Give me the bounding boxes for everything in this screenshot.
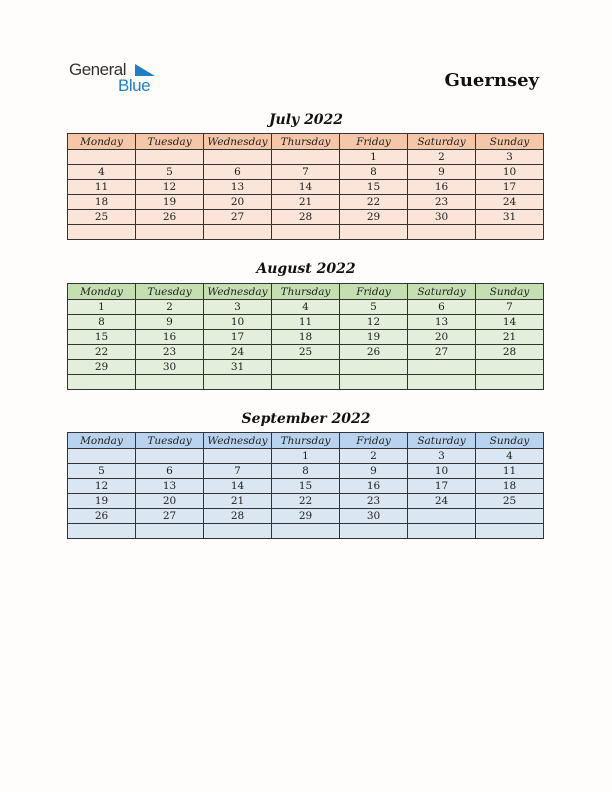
day-cell: 12 (136, 180, 204, 195)
week-row (68, 509, 544, 524)
day-cell: 26 (136, 210, 204, 225)
day-cell (68, 225, 136, 240)
weekday-header: Thursday (272, 134, 340, 150)
day-cell: 1 (340, 150, 408, 165)
day-cell: 16 (136, 330, 204, 345)
week-row (68, 315, 544, 330)
weekday-header: Saturday (408, 433, 476, 449)
day-cell: 15 (68, 330, 136, 345)
day-cell (272, 524, 340, 539)
weekday-header: Sunday (476, 284, 544, 300)
day-cell: 6 (136, 464, 204, 479)
weekday-header: Saturday (408, 134, 476, 150)
day-cell (68, 524, 136, 539)
day-cell: 30 (340, 509, 408, 524)
day-cell (272, 375, 340, 390)
day-cell: 27 (136, 509, 204, 524)
day-cell: 21 (204, 494, 272, 509)
day-cell: 22 (340, 195, 408, 210)
day-cell: 8 (272, 464, 340, 479)
weekday-header: Sunday (476, 134, 544, 150)
day-cell: 15 (340, 180, 408, 195)
month-title-september: September 2022 (241, 411, 371, 427)
week-row (68, 150, 544, 165)
day-cell: 30 (408, 210, 476, 225)
logo-flag-icon (135, 63, 155, 77)
day-cell: 12 (340, 315, 408, 330)
day-cell: 21 (476, 330, 544, 345)
month-title-july: July 2022 (268, 112, 344, 128)
day-cell: 20 (204, 195, 272, 210)
day-cell (272, 150, 340, 165)
day-cell: 25 (272, 345, 340, 360)
day-cell (204, 375, 272, 390)
day-cell: 19 (68, 494, 136, 509)
day-cell: 28 (476, 345, 544, 360)
day-cell: 8 (340, 165, 408, 180)
day-cell (136, 524, 204, 539)
day-cell: 27 (204, 210, 272, 225)
day-cell: 13 (408, 315, 476, 330)
week-row (68, 524, 544, 539)
week-row (68, 300, 544, 315)
day-cell (340, 375, 408, 390)
day-cell: 14 (272, 180, 340, 195)
week-row (68, 360, 544, 375)
day-cell: 3 (408, 449, 476, 464)
day-cell (476, 225, 544, 240)
week-row (68, 165, 544, 180)
weekday-header: Friday (340, 433, 408, 449)
day-cell: 11 (272, 315, 340, 330)
week-row (68, 494, 544, 509)
weekday-header: Wednesday (204, 134, 272, 150)
day-cell (136, 150, 204, 165)
weekday-header-row (68, 134, 544, 150)
month-title-august: August 2022 (256, 261, 356, 277)
day-cell: 17 (408, 479, 476, 494)
day-cell: 23 (408, 195, 476, 210)
day-cell: 23 (136, 345, 204, 360)
day-cell (136, 449, 204, 464)
weekday-header: Friday (340, 284, 408, 300)
logo (69, 60, 169, 96)
day-cell: 9 (340, 464, 408, 479)
weekday-header: Tuesday (136, 284, 204, 300)
day-cell (68, 375, 136, 390)
weekday-header: Friday (340, 134, 408, 150)
day-cell (136, 225, 204, 240)
day-cell: 20 (136, 494, 204, 509)
day-cell: 24 (408, 494, 476, 509)
day-cell: 3 (204, 300, 272, 315)
day-cell: 14 (204, 479, 272, 494)
logo-text-general: General (69, 60, 126, 79)
logo-text-blue: Blue (118, 76, 151, 95)
calendar-september (67, 432, 544, 539)
day-cell (476, 360, 544, 375)
weekday-header: Wednesday (204, 433, 272, 449)
weekday-header: Wednesday (204, 284, 272, 300)
day-cell (340, 524, 408, 539)
day-cell: 24 (204, 345, 272, 360)
day-cell (340, 225, 408, 240)
week-row (68, 449, 544, 464)
day-cell: 4 (272, 300, 340, 315)
day-cell: 4 (476, 449, 544, 464)
weekday-header: Saturday (408, 284, 476, 300)
day-cell: 2 (136, 300, 204, 315)
calendar-august (67, 283, 544, 390)
weekday-header-row (68, 284, 544, 300)
day-cell: 16 (340, 479, 408, 494)
day-cell: 5 (340, 300, 408, 315)
week-row (68, 195, 544, 210)
day-cell (204, 524, 272, 539)
day-cell: 22 (68, 345, 136, 360)
day-cell: 11 (68, 180, 136, 195)
day-cell: 1 (68, 300, 136, 315)
week-row (68, 210, 544, 225)
day-cell: 10 (476, 165, 544, 180)
weekday-header: Tuesday (136, 433, 204, 449)
day-cell: 7 (476, 300, 544, 315)
day-cell: 12 (68, 479, 136, 494)
day-cell: 28 (204, 509, 272, 524)
day-cell (204, 449, 272, 464)
day-cell: 18 (68, 195, 136, 210)
day-cell: 31 (476, 210, 544, 225)
day-cell (408, 225, 476, 240)
weekday-header: Thursday (272, 433, 340, 449)
weekday-header: Monday (68, 134, 136, 150)
day-cell (408, 360, 476, 375)
day-cell: 13 (204, 180, 272, 195)
day-cell: 10 (408, 464, 476, 479)
day-cell: 21 (272, 195, 340, 210)
day-cell: 1 (272, 449, 340, 464)
day-cell: 6 (204, 165, 272, 180)
weekday-header: Tuesday (136, 134, 204, 150)
day-cell: 20 (408, 330, 476, 345)
week-row (68, 180, 544, 195)
day-cell: 18 (476, 479, 544, 494)
week-row (68, 375, 544, 390)
day-cell: 4 (68, 165, 136, 180)
day-cell (272, 225, 340, 240)
day-cell: 28 (272, 210, 340, 225)
day-cell (272, 360, 340, 375)
day-cell: 23 (340, 494, 408, 509)
day-cell: 17 (476, 180, 544, 195)
calendar-july (67, 133, 544, 240)
day-cell (476, 375, 544, 390)
day-cell: 19 (136, 195, 204, 210)
weekday-header: Monday (68, 284, 136, 300)
day-cell: 17 (204, 330, 272, 345)
weekday-header: Sunday (476, 433, 544, 449)
day-cell: 15 (272, 479, 340, 494)
day-cell: 5 (136, 165, 204, 180)
day-cell: 14 (476, 315, 544, 330)
day-cell: 11 (476, 464, 544, 479)
day-cell: 18 (272, 330, 340, 345)
day-cell: 8 (68, 315, 136, 330)
weekday-header: Thursday (272, 284, 340, 300)
day-cell: 26 (68, 509, 136, 524)
day-cell: 25 (68, 210, 136, 225)
day-cell: 7 (204, 464, 272, 479)
week-row (68, 479, 544, 494)
day-cell: 13 (136, 479, 204, 494)
day-cell: 9 (136, 315, 204, 330)
week-row (68, 330, 544, 345)
day-cell: 27 (408, 345, 476, 360)
day-cell (68, 449, 136, 464)
day-cell: 7 (272, 165, 340, 180)
day-cell: 9 (408, 165, 476, 180)
day-cell (340, 360, 408, 375)
weekday-header-row (68, 433, 544, 449)
day-cell: 26 (340, 345, 408, 360)
day-cell: 30 (136, 360, 204, 375)
day-cell: 2 (340, 449, 408, 464)
day-cell: 6 (408, 300, 476, 315)
day-cell: 29 (272, 509, 340, 524)
day-cell: 22 (272, 494, 340, 509)
day-cell: 31 (204, 360, 272, 375)
week-row (68, 464, 544, 479)
day-cell: 29 (340, 210, 408, 225)
day-cell: 16 (408, 180, 476, 195)
day-cell: 29 (68, 360, 136, 375)
day-cell: 24 (476, 195, 544, 210)
day-cell (136, 375, 204, 390)
day-cell (476, 524, 544, 539)
day-cell: 10 (204, 315, 272, 330)
day-cell: 25 (476, 494, 544, 509)
weekday-header: Monday (68, 433, 136, 449)
day-cell (408, 509, 476, 524)
week-row (68, 225, 544, 240)
day-cell: 2 (408, 150, 476, 165)
day-cell: 19 (340, 330, 408, 345)
day-cell (408, 375, 476, 390)
day-cell (408, 524, 476, 539)
country-title: Guernsey (444, 70, 539, 91)
day-cell: 5 (68, 464, 136, 479)
day-cell: 3 (476, 150, 544, 165)
day-cell (68, 150, 136, 165)
day-cell (476, 509, 544, 524)
week-row (68, 345, 544, 360)
day-cell (204, 225, 272, 240)
day-cell (204, 150, 272, 165)
